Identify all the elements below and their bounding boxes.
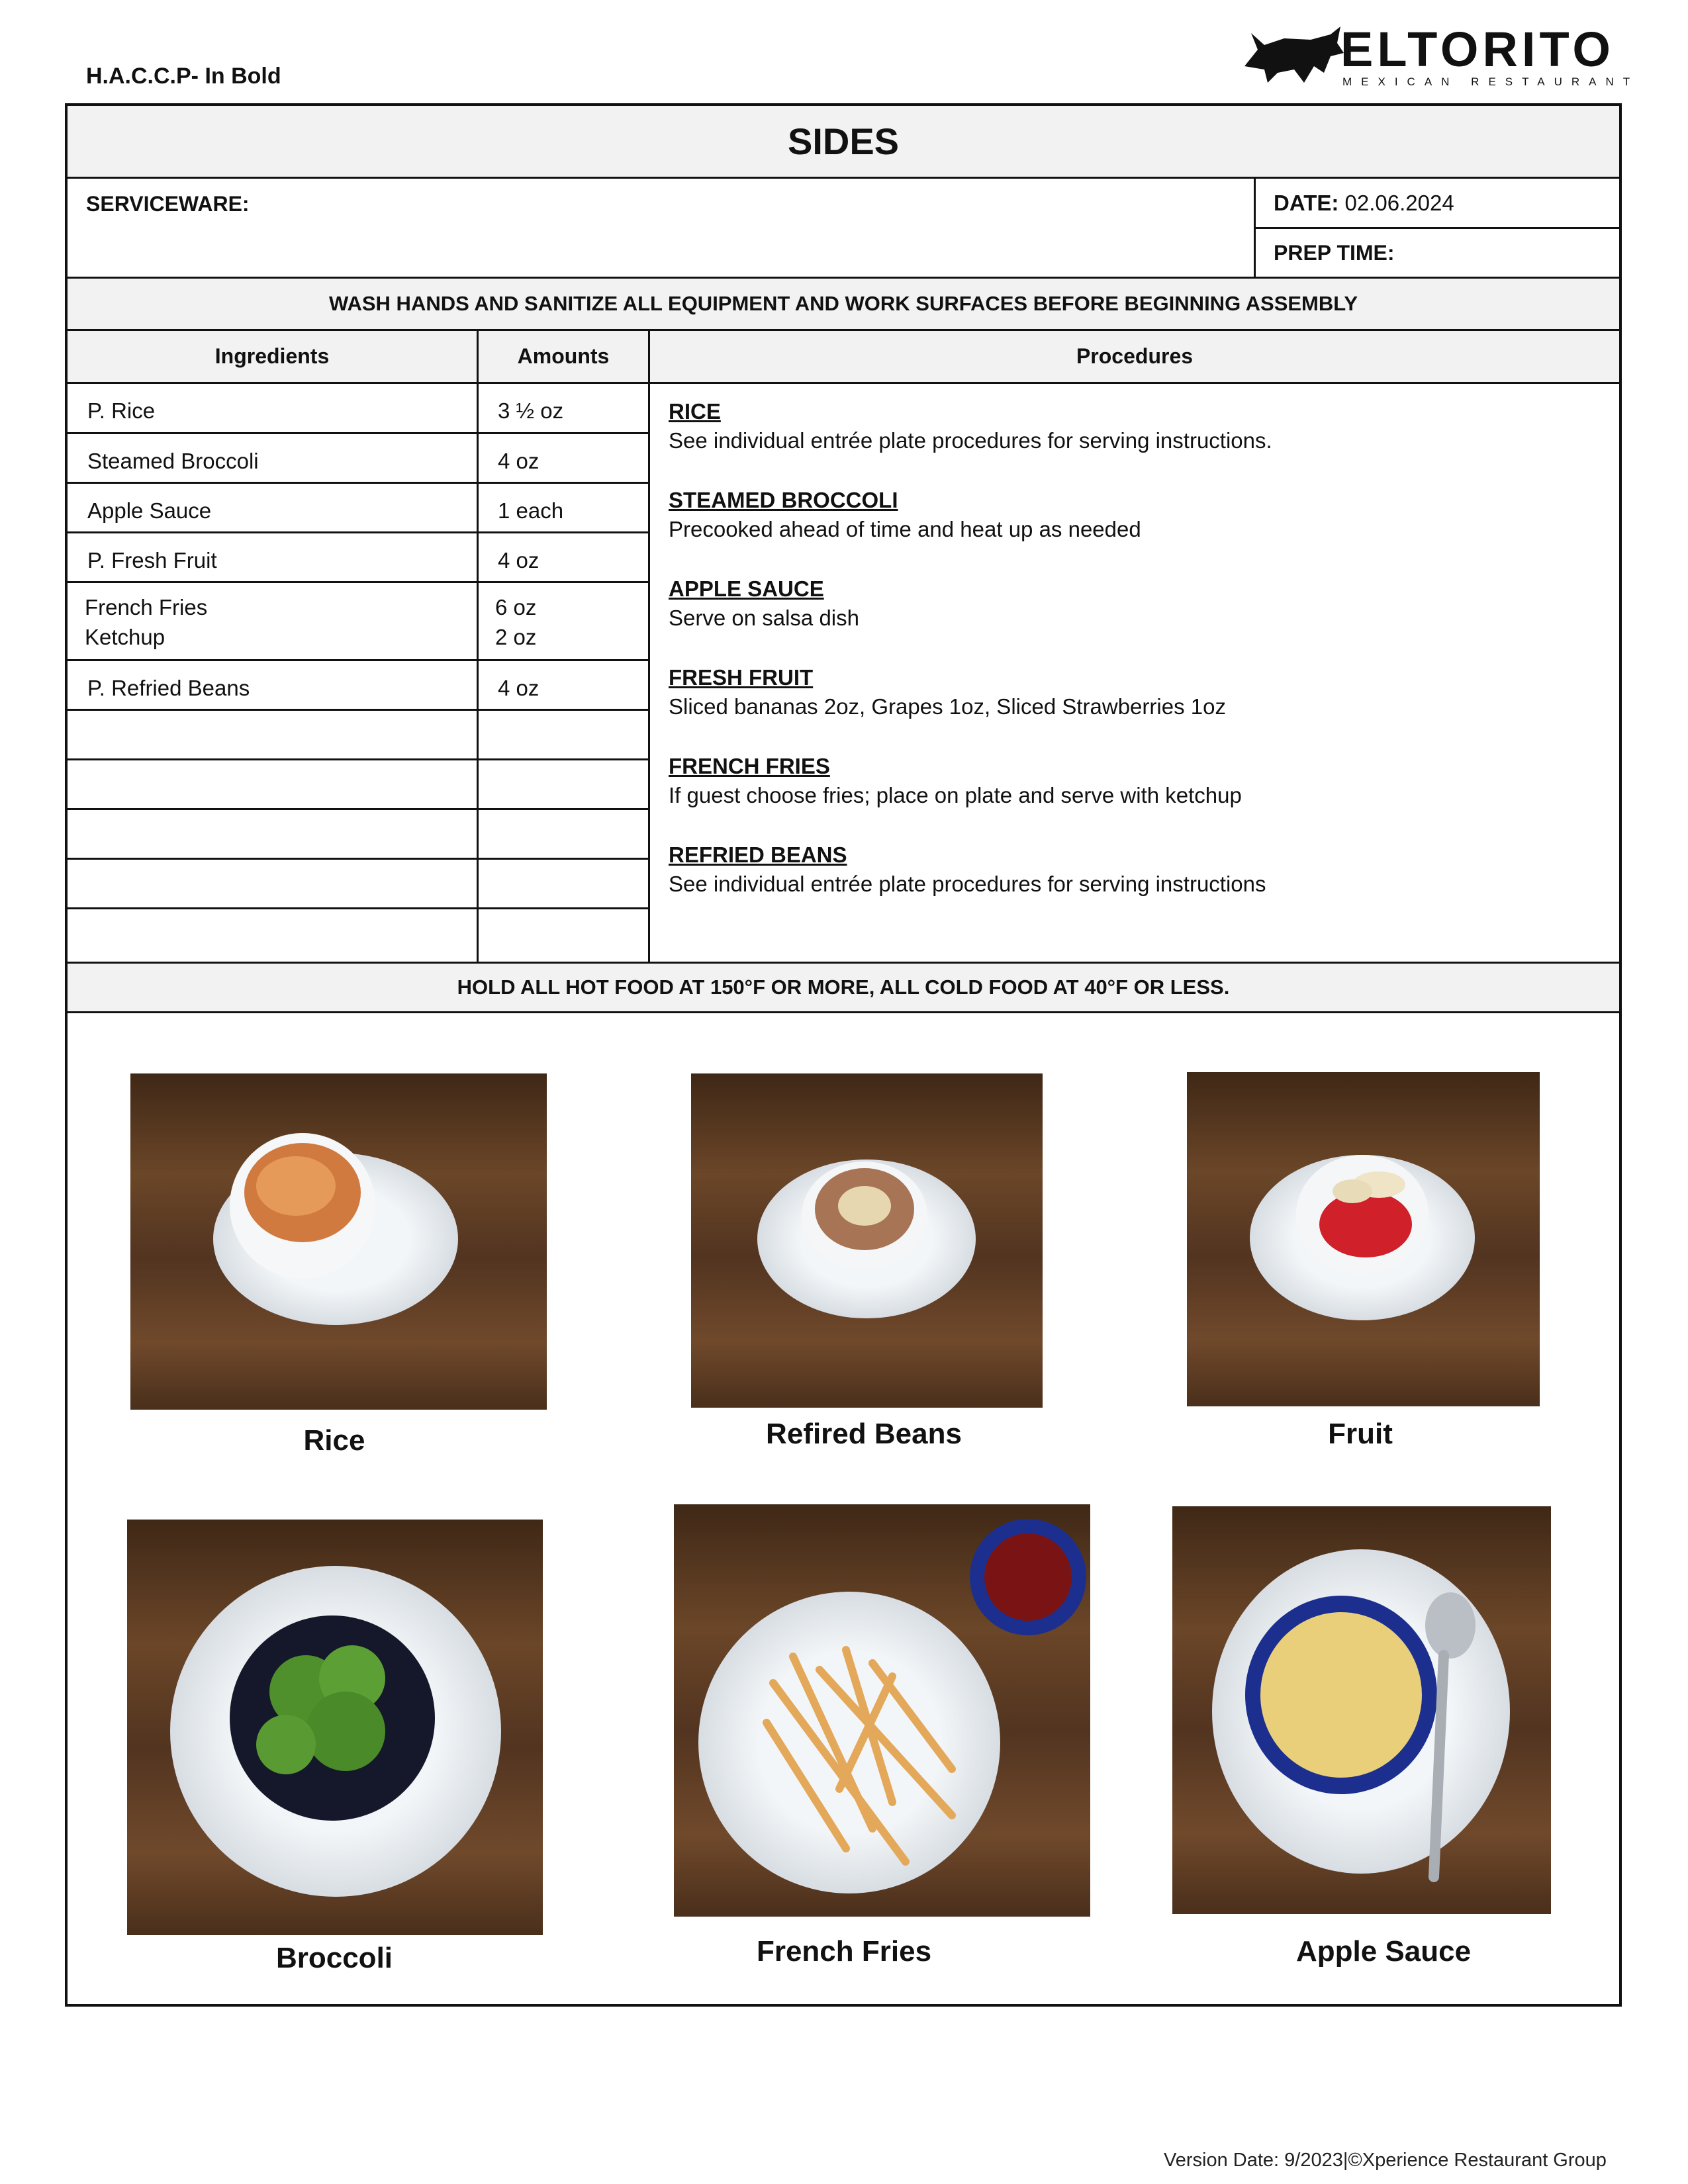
procedure-heading: RICE (669, 399, 721, 424)
divider (648, 331, 650, 962)
procedure-heading: APPLE SAUCE (669, 576, 824, 601)
ingredient-cell: P. Fresh Fruit (87, 548, 217, 572)
empty-row (68, 711, 648, 760)
rice-caption: Rice (303, 1424, 365, 1457)
procedure-fresh-fruit (669, 663, 1609, 752)
empty-row (68, 760, 648, 810)
amount-line: 6 oz (495, 595, 537, 619)
fruit-caption: Fruit (1328, 1418, 1393, 1450)
procedures-list (669, 397, 1609, 929)
procedure-rice (669, 397, 1609, 486)
procedure-french-fries (669, 752, 1609, 841)
date-label: DATE: (1274, 191, 1339, 215)
amount-line: 2 oz (495, 625, 537, 649)
ingredient-line: French Fries (85, 595, 208, 619)
ingredient-cell: Apple Sauce (87, 498, 212, 523)
ingredients-header: Ingredients (68, 331, 477, 384)
procedure-refried-beans (669, 841, 1609, 929)
apple-sauce-caption: Apple Sauce (1295, 1935, 1472, 1968)
table-row (68, 533, 648, 583)
broccoli-caption: Broccoli (275, 1942, 393, 1974)
logo-wordmark: ELTORITO (1340, 22, 1615, 77)
refried-beans-photo (691, 1073, 1043, 1408)
procedure-text: If guest choose fries; place on plate and serve with ketchup (669, 783, 1242, 807)
procedures-header: Procedures (650, 331, 1619, 384)
haccp-note: H.A.C.C.P- In Bold (86, 64, 281, 89)
procedure-heading: FRESH FRUIT (669, 665, 814, 690)
table-row (68, 661, 648, 711)
amount-cell: 4 oz (498, 449, 539, 473)
date-field (1274, 191, 1454, 216)
procedure-text: Sliced bananas 2oz, Grapes 1oz, Sliced Strawberries 1oz (669, 694, 1226, 719)
empty-row (68, 909, 648, 962)
amount-cell: 1 each (498, 498, 564, 523)
amounts-header: Amounts (479, 331, 648, 384)
empty-row (68, 860, 648, 909)
procedure-apple-sauce (669, 574, 1609, 663)
hold-temperature-notice: HOLD ALL HOT FOOD AT 150°F OR MORE, ALL COLD FOOD AT 40°F OR LESS. (68, 962, 1619, 1013)
ingredient-cell: P. Rice (87, 398, 156, 423)
apple-sauce-photo (1172, 1506, 1551, 1914)
ingredient-line: Ketchup (85, 625, 165, 649)
amount-cell: 3 ½ oz (498, 398, 564, 423)
procedure-text: Precooked ahead of time and heat up as needed (669, 517, 1141, 541)
table-row (68, 583, 648, 661)
procedure-heading: STEAMED BROCCOLI (669, 488, 898, 512)
french-fries-caption: French Fries (756, 1935, 932, 1968)
ingredient-cell: P. Refried Beans (87, 676, 250, 700)
table-row (68, 484, 648, 533)
empty-row (68, 810, 648, 860)
date-value: 02.06.2024 (1344, 191, 1454, 215)
procedure-text: Serve on salsa dish (669, 606, 859, 630)
rice-photo (130, 1073, 547, 1410)
el-torito-logo (1238, 20, 1640, 88)
ingredients-table (68, 384, 648, 962)
prep-time-label: PREP TIME: (1274, 241, 1395, 265)
divider (1254, 227, 1619, 229)
procedure-heading: FRENCH FRIES (669, 754, 830, 778)
version-footer: Version Date: 9/2023|©Xperience Restaurant Group (1164, 2150, 1607, 2171)
amount-cell (495, 592, 536, 652)
logo-subtitle: MEXICAN RESTAURANT (1342, 75, 1640, 88)
serviceware-label: SERVICEWARE: (86, 192, 250, 216)
amount-cell: 4 oz (498, 676, 539, 700)
ingredient-cell (85, 592, 207, 652)
page-title: SIDES (68, 106, 1619, 179)
procedure-broccoli (669, 486, 1609, 574)
table-row (68, 434, 648, 484)
wash-notice: WASH HANDS AND SANITIZE ALL EQUIPMENT AND WORK SURFACES BEFORE BEGINNING ASSEMBLY (68, 277, 1619, 331)
bull-icon (1238, 20, 1350, 86)
ingredient-cell: Steamed Broccoli (87, 449, 259, 473)
procedure-text: See individual entrée plate procedures for serving instructions (669, 872, 1266, 896)
procedure-text: See individual entrée plate procedures for serving instructions. (669, 428, 1272, 453)
french-fries-photo (674, 1504, 1090, 1917)
broccoli-photo (127, 1520, 543, 1935)
refried-beans-caption: Refired Beans (766, 1418, 962, 1450)
table-row (68, 384, 648, 434)
amount-cell: 4 oz (498, 548, 539, 572)
procedure-heading: REFRIED BEANS (669, 842, 847, 867)
fruit-photo (1187, 1072, 1540, 1406)
